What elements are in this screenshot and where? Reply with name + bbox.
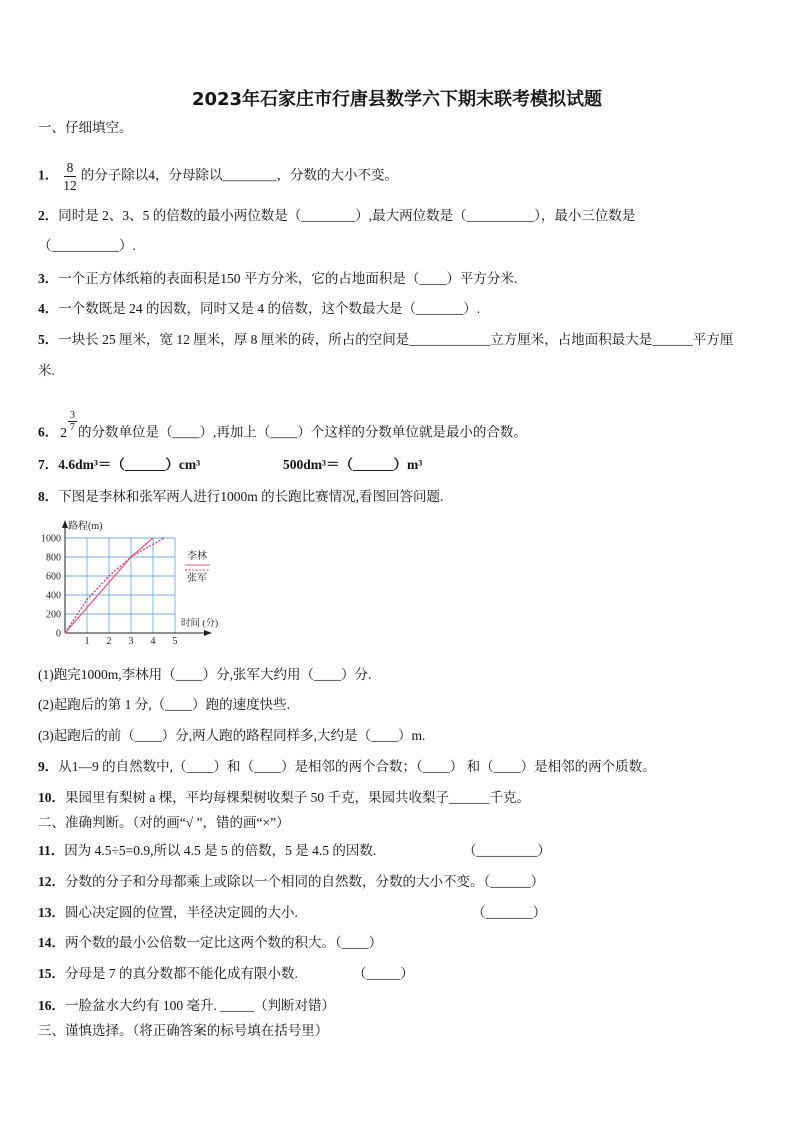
section-1-heading: 一、仔细填空。	[38, 120, 133, 135]
question-14	[38, 934, 382, 952]
y-axis-label: 路程(m)	[68, 521, 103, 532]
question-text: 分数的分子和分母都乘上或除以一个相同的自然数，分数的大小不变。（______）	[65, 874, 545, 889]
question-number: 11．	[38, 843, 65, 858]
question-2	[38, 207, 635, 225]
fraction-denominator: 12	[63, 178, 77, 193]
question-number: 9．	[38, 759, 59, 774]
question-text: 下图是李林和张军两人进行1000m 的长跑比赛情况,看图回答问题.	[58, 489, 444, 504]
question-11-answer-blank: （_________）	[463, 843, 551, 858]
fraction-numerator: 8	[64, 159, 77, 177]
section-3-heading: 三、谨慎选择。（将正确答案的标号填在括号里）	[38, 1023, 329, 1038]
question-5-continued: 米.	[38, 363, 55, 378]
mixed-number-fraction	[68, 410, 77, 433]
y-tick-label-0: 0	[56, 628, 61, 640]
x-axis-arrow	[204, 630, 212, 636]
question-number: 4．	[38, 301, 59, 316]
question-8-sub-2: (2)起跑后的第 1 分,（____）跑的速度快些.	[38, 697, 290, 712]
mixed-number-whole: 2	[60, 424, 67, 440]
question-text: 因为 4.5÷5=0.9,所以 4.5 是 5 的倍数，5 是 4.5 的因数.	[64, 843, 377, 858]
question-3	[38, 270, 517, 288]
question-text: 圆心决定圆的位置，半径决定圆的大小.	[65, 905, 298, 920]
section-2-heading: 二、准确判断。（对的画“√ ”，错的画“×”）	[38, 815, 290, 830]
question-8-sub-1: (1)跑完1000m,李林用（____）分,张军大约用（____）分.	[38, 667, 372, 682]
race-distance-line-chart	[30, 515, 240, 650]
question-2-continued: （__________）.	[38, 238, 136, 253]
question-4	[38, 300, 480, 318]
question-number: 10．	[38, 790, 65, 805]
legend-label-2: 张军	[187, 573, 207, 584]
question-number: 14．	[38, 935, 65, 950]
y-tick-label-1000: 1000	[41, 533, 61, 545]
x-tick-label-5: 5	[172, 636, 178, 647]
question-text: 两个数的最小公倍数一定比这两个数的积大。（____）	[65, 935, 383, 950]
x-tick-label-1: 1	[84, 636, 90, 647]
y-tick-label-400: 400	[46, 590, 61, 602]
question-12	[38, 873, 544, 891]
question-text: 的分数单位是（____）,再加上（____）个这样的分数单位就是最小的合数。	[78, 424, 527, 440]
question-number: 6．	[38, 424, 59, 440]
legend-label-1: 李林	[187, 551, 207, 562]
question-number: 7．	[38, 457, 59, 472]
question-text-part-1: 4.6dm³＝（______）cm³	[58, 457, 201, 472]
question-text: 一脸盆水大约有 100 毫升. _____（判断对错）	[65, 998, 335, 1013]
fraction	[60, 159, 80, 194]
question-15	[38, 965, 298, 983]
question-text: 果园里有梨树 a 棵，平均每棵梨树收梨子 50 千克，果园共收梨子______千克。	[65, 790, 530, 805]
question-number: 12．	[38, 874, 65, 889]
question-text: 分母是 7 的真分数都不能化成有限小数.	[65, 966, 298, 981]
x-tick-label-3: 3	[128, 636, 134, 647]
question-9	[38, 758, 656, 776]
question-number: 1．	[38, 167, 59, 183]
y-tick-label-800: 800	[46, 552, 61, 564]
fraction-numerator: 3	[70, 410, 75, 421]
question-text: 的分子除以4，分母除以________，分数的大小不变。	[80, 167, 398, 183]
question-number: 3．	[38, 271, 59, 286]
series-line-2	[65, 538, 164, 633]
question-text: 一个数既是 24 的因数，同时又是 4 的倍数，这个数最大是（_______）.	[58, 301, 481, 316]
page-title: 2023年石家庄市行唐县数学六下期末联考模拟试题	[191, 89, 603, 110]
question-15-answer-blank: （_____）	[353, 966, 414, 981]
question-text-line-1: 同时是 2、3、5 的倍数的最小两位数是（________）,最大两位数是（__________），最小三位数是	[58, 208, 636, 223]
question-text: 一个正方体纸箱的表面积是150 平方分米，它的占地面积是（____）平方分米.	[58, 271, 518, 286]
x-axis-label: 时间 (分)	[181, 619, 219, 629]
question-10	[38, 789, 530, 807]
question-13-answer-blank: （_______）	[472, 905, 547, 920]
question-1	[38, 159, 398, 194]
x-tick-label-2: 2	[106, 636, 112, 647]
question-16	[38, 997, 335, 1015]
question-11	[38, 842, 376, 860]
question-number: 5．	[38, 332, 59, 347]
question-text: 从1—9 的自然数中,（____）和（____）是相邻的两个合数；（____） 和（____）是相邻的两个质数。	[58, 759, 656, 774]
question-5	[38, 331, 733, 349]
question-text-line-1: 一块长 25 厘米，宽 12 厘米，厚 8 厘米的砖，所占的空间是____________立方厘米，占地面积最大是______平方厘	[58, 332, 734, 347]
question-8-sub-3: (3)起跑后的前（____）分,两人跑的路程同样多,大约是（____）m.	[38, 728, 426, 743]
question-number: 16．	[38, 998, 65, 1013]
question-8	[38, 488, 443, 506]
fraction-denominator: 7	[70, 422, 75, 433]
question-7-part-2: 500dm³＝（______）m³	[283, 457, 423, 472]
y-tick-label-600: 600	[46, 571, 61, 583]
question-number: 13．	[38, 905, 65, 920]
question-number: 8．	[38, 489, 59, 504]
y-tick-label-200: 200	[46, 609, 61, 621]
question-7	[38, 456, 200, 474]
question-number: 2．	[38, 208, 59, 223]
question-13	[38, 904, 298, 922]
x-tick-label-4: 4	[150, 636, 156, 647]
question-6	[38, 410, 527, 445]
question-number: 15．	[38, 966, 65, 981]
